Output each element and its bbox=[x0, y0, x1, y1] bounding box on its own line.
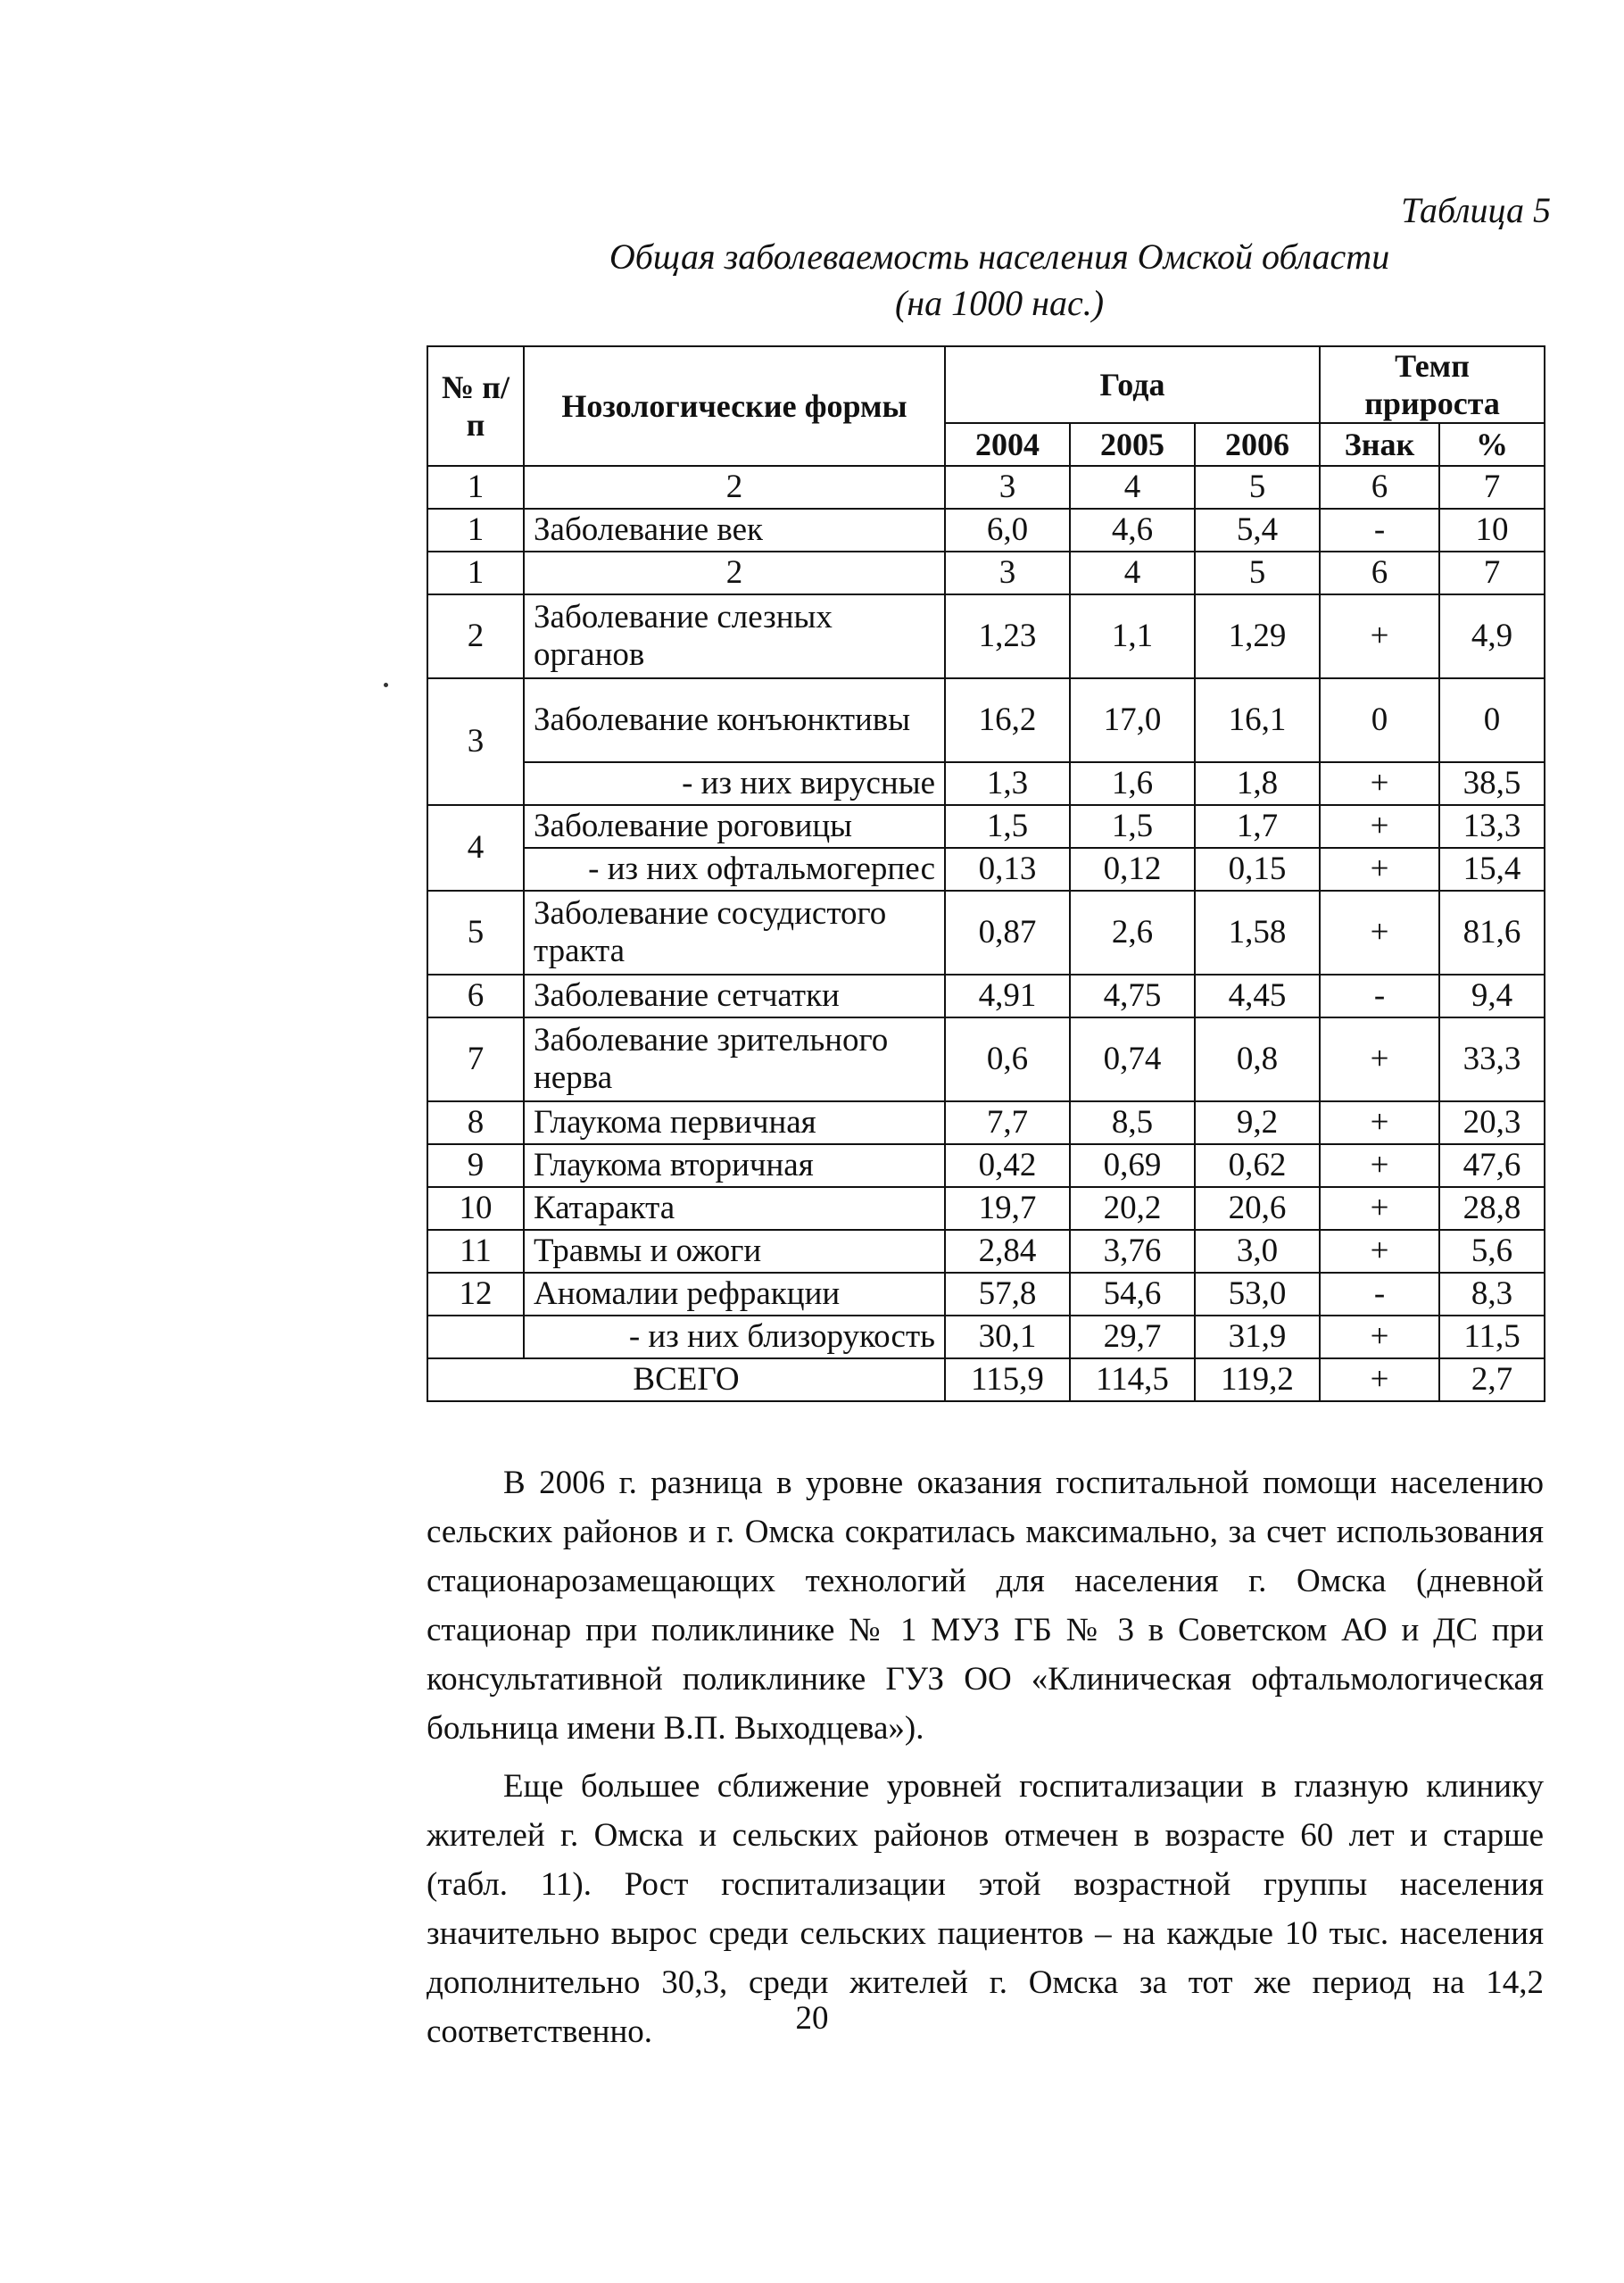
row-num: 8 bbox=[427, 1101, 524, 1144]
row-name: Глаукома первичная bbox=[524, 1101, 945, 1144]
value-2006: 53,0 bbox=[1195, 1273, 1320, 1316]
value-2005: 4 bbox=[1070, 552, 1195, 594]
value-2006: 4,45 bbox=[1195, 975, 1320, 1017]
value-pct: 38,5 bbox=[1439, 762, 1545, 805]
row-name: Заболевание сосудистого тракта bbox=[524, 891, 945, 975]
stray-dot bbox=[384, 683, 388, 687]
table-row bbox=[427, 1101, 1545, 1144]
value-sign: + bbox=[1320, 1101, 1439, 1144]
page-number: 20 bbox=[795, 2000, 829, 2037]
value-pct: 4,9 bbox=[1439, 594, 1545, 678]
row-name: Заболевание конъюнктивы bbox=[524, 678, 945, 762]
value-sign: - bbox=[1320, 1273, 1439, 1316]
row-name: Глаукома вторичная bbox=[524, 1144, 945, 1187]
row-name: - из них близорукость bbox=[524, 1316, 945, 1358]
row-name: Заболевание век bbox=[524, 509, 945, 552]
row-name: - из них офтальмогерпес bbox=[524, 848, 945, 891]
header-num: № п/п bbox=[427, 346, 524, 466]
value-pct: 11,5 bbox=[1439, 1316, 1545, 1358]
row-name: Заболевание сетчатки bbox=[524, 975, 945, 1017]
table-row bbox=[427, 1187, 1545, 1230]
value-2006: 16,1 bbox=[1195, 678, 1320, 762]
value-pct: 20,3 bbox=[1439, 1101, 1545, 1144]
value-sign: + bbox=[1320, 1187, 1439, 1230]
value-2004: 16,2 bbox=[945, 678, 1070, 762]
value-2005: 1,1 bbox=[1070, 594, 1195, 678]
value-2004: 0,6 bbox=[945, 1017, 1070, 1101]
table-row bbox=[427, 1273, 1545, 1316]
value-pct: 7 bbox=[1439, 552, 1545, 594]
table-row bbox=[427, 848, 1545, 891]
value-2004: 30,1 bbox=[945, 1316, 1070, 1358]
value-2004: 57,8 bbox=[945, 1273, 1070, 1316]
row-num: 6 bbox=[427, 975, 524, 1017]
table-cell: 7 bbox=[1439, 466, 1545, 509]
value-2006: 20,6 bbox=[1195, 1187, 1320, 1230]
table-row bbox=[427, 1144, 1545, 1187]
row-num: 12 bbox=[427, 1273, 524, 1316]
value-sign: + bbox=[1320, 891, 1439, 975]
value-pct: 10 bbox=[1439, 509, 1545, 552]
value-sign: + bbox=[1320, 805, 1439, 848]
row-num: 1 bbox=[427, 552, 524, 594]
value-2006: 1,8 bbox=[1195, 762, 1320, 805]
value-2004: 4,91 bbox=[945, 975, 1070, 1017]
row-name: Аномалии рефракции bbox=[524, 1273, 945, 1316]
value-2004: 19,7 bbox=[945, 1187, 1070, 1230]
value-2005: 0,69 bbox=[1070, 1144, 1195, 1187]
table-row bbox=[427, 678, 1545, 762]
table-row bbox=[427, 891, 1545, 975]
row-num: 5 bbox=[427, 891, 524, 975]
header-forms: Нозологические формы bbox=[524, 346, 945, 466]
value-sign: + bbox=[1320, 1316, 1439, 1358]
value-2005: 1,5 bbox=[1070, 805, 1195, 848]
value-2005: 3,76 bbox=[1070, 1230, 1195, 1273]
value-pct: 13,3 bbox=[1439, 805, 1545, 848]
table-title bbox=[500, 234, 1499, 327]
value-2004: 1,5 bbox=[945, 805, 1070, 848]
row-num bbox=[427, 1316, 524, 1358]
table-row bbox=[427, 1017, 1545, 1101]
table-cell: 1 bbox=[427, 466, 524, 509]
table-cell: 2 bbox=[524, 466, 945, 509]
value-2004: 2,84 bbox=[945, 1230, 1070, 1273]
total-pct: 2,7 bbox=[1439, 1358, 1545, 1401]
value-2005: 4,75 bbox=[1070, 975, 1195, 1017]
value-sign: + bbox=[1320, 762, 1439, 805]
value-2004: 3 bbox=[945, 552, 1070, 594]
row-num: 7 bbox=[427, 1017, 524, 1101]
value-pct: 8,3 bbox=[1439, 1273, 1545, 1316]
value-2004: 0,87 bbox=[945, 891, 1070, 975]
total-2006: 119,2 bbox=[1195, 1358, 1320, 1401]
header-2006: 2006 bbox=[1195, 423, 1320, 466]
value-pct: 81,6 bbox=[1439, 891, 1545, 975]
header-2005: 2005 bbox=[1070, 423, 1195, 466]
row-num: 9 bbox=[427, 1144, 524, 1187]
total-label: ВСЕГО bbox=[427, 1358, 945, 1401]
table-row bbox=[427, 552, 1545, 594]
value-2005: 54,6 bbox=[1070, 1273, 1195, 1316]
value-sign: + bbox=[1320, 594, 1439, 678]
value-2004: 1,23 bbox=[945, 594, 1070, 678]
header-growth: Темп прироста bbox=[1320, 346, 1545, 423]
row-num: 11 bbox=[427, 1230, 524, 1273]
value-sign: - bbox=[1320, 975, 1439, 1017]
value-2005: 0,74 bbox=[1070, 1017, 1195, 1101]
value-2005: 0,12 bbox=[1070, 848, 1195, 891]
value-2004: 6,0 bbox=[945, 509, 1070, 552]
row-num: 3 bbox=[427, 678, 524, 805]
numbering-row bbox=[427, 466, 1545, 509]
header-pct: % bbox=[1439, 423, 1545, 466]
total-row bbox=[427, 1358, 1545, 1401]
table-cell: 5 bbox=[1195, 466, 1320, 509]
row-name: 2 bbox=[524, 552, 945, 594]
table-row bbox=[427, 1316, 1545, 1358]
value-pct: 47,6 bbox=[1439, 1144, 1545, 1187]
value-2004: 7,7 bbox=[945, 1101, 1070, 1144]
table-row bbox=[427, 762, 1545, 805]
value-2005: 2,6 bbox=[1070, 891, 1195, 975]
row-name: Заболевание слезных органов bbox=[524, 594, 945, 678]
value-2006: 0,62 bbox=[1195, 1144, 1320, 1187]
total-2004: 115,9 bbox=[945, 1358, 1070, 1401]
table-row bbox=[427, 805, 1545, 848]
table-row bbox=[427, 975, 1545, 1017]
row-num: 2 bbox=[427, 594, 524, 678]
value-2006: 0,8 bbox=[1195, 1017, 1320, 1101]
table-cell: 6 bbox=[1320, 466, 1439, 509]
row-num: 1 bbox=[427, 509, 524, 552]
row-name: Заболевание зрительного нерва bbox=[524, 1017, 945, 1101]
value-sign: 0 bbox=[1320, 678, 1439, 762]
value-sign: 6 bbox=[1320, 552, 1439, 594]
value-pct: 5,6 bbox=[1439, 1230, 1545, 1273]
table-cell: 3 bbox=[945, 466, 1070, 509]
value-2006: 1,29 bbox=[1195, 594, 1320, 678]
value-2005: 4,6 bbox=[1070, 509, 1195, 552]
value-pct: 28,8 bbox=[1439, 1187, 1545, 1230]
value-pct: 9,4 bbox=[1439, 975, 1545, 1017]
morbidity-table bbox=[427, 345, 1545, 1402]
value-sign: + bbox=[1320, 1144, 1439, 1187]
table-row bbox=[427, 1230, 1545, 1273]
table-title-line2: (на 1000 нас.) bbox=[894, 283, 1105, 323]
row-num: 10 bbox=[427, 1187, 524, 1230]
table-row bbox=[427, 594, 1545, 678]
value-sign: + bbox=[1320, 848, 1439, 891]
row-num: 4 bbox=[427, 805, 524, 891]
value-2005: 8,5 bbox=[1070, 1101, 1195, 1144]
value-pct: 33,3 bbox=[1439, 1017, 1545, 1101]
value-2006: 0,15 bbox=[1195, 848, 1320, 891]
header-years: Года bbox=[945, 346, 1320, 423]
header-2004: 2004 bbox=[945, 423, 1070, 466]
value-2005: 29,7 bbox=[1070, 1316, 1195, 1358]
value-2006: 31,9 bbox=[1195, 1316, 1320, 1358]
body-text bbox=[427, 1458, 1544, 2065]
value-2004: 0,13 bbox=[945, 848, 1070, 891]
value-2005: 17,0 bbox=[1070, 678, 1195, 762]
value-2004: 1,3 bbox=[945, 762, 1070, 805]
value-sign: + bbox=[1320, 1230, 1439, 1273]
value-2005: 1,6 bbox=[1070, 762, 1195, 805]
value-2005: 20,2 bbox=[1070, 1187, 1195, 1230]
value-pct: 0 bbox=[1439, 678, 1545, 762]
header-sign: Знак bbox=[1320, 423, 1439, 466]
row-name: - из них вирусные bbox=[524, 762, 945, 805]
table-row bbox=[427, 509, 1545, 552]
value-2006: 1,58 bbox=[1195, 891, 1320, 975]
row-name: Заболевание роговицы bbox=[524, 805, 945, 848]
value-2004: 0,42 bbox=[945, 1144, 1070, 1187]
value-pct: 15,4 bbox=[1439, 848, 1545, 891]
paragraph-2: Еще большее сближение уровней госпитализации в глазную клинику жителей г. Омска и сельских районов отмечен в возрасте 60 лет и старше (табл. 11). Рост госпитализации этой возрастной группы населения значительно вырос среди сельских пациентов – на каждые 10 тыс. населения дополнительно 30,3, среди жителей г. Омска за тот же период на 14,2 соответственно. bbox=[427, 1768, 1544, 2050]
table-title-line1: Общая заболеваемость населения Омской области bbox=[609, 237, 1390, 277]
paragraph-1: В 2006 г. разница в уровне оказания госпитальной помощи населению сельских районов и г. Омска сократилась максимально, за счет использования стационарозамещающих технологий для населения г. Омска (дневной стационар при поликлинике № 1 МУЗ ГБ № 3 в Советском АО и ДС при консультативной поликлинике ГУЗ ОО «Клиническая офтальмологическая больница имени В.П. Выходцева»). bbox=[427, 1465, 1544, 1747]
table-label: Таблица 5 bbox=[1401, 190, 1551, 230]
value-sign: + bbox=[1320, 1017, 1439, 1101]
total-2005: 114,5 bbox=[1070, 1358, 1195, 1401]
value-2006: 5 bbox=[1195, 552, 1320, 594]
row-name: Травмы и ожоги bbox=[524, 1230, 945, 1273]
value-2006: 3,0 bbox=[1195, 1230, 1320, 1273]
value-sign: - bbox=[1320, 509, 1439, 552]
row-name: Катаракта bbox=[524, 1187, 945, 1230]
value-2006: 5,4 bbox=[1195, 509, 1320, 552]
table-cell: 4 bbox=[1070, 466, 1195, 509]
value-2006: 9,2 bbox=[1195, 1101, 1320, 1144]
total-sign: + bbox=[1320, 1358, 1439, 1401]
value-2006: 1,7 bbox=[1195, 805, 1320, 848]
